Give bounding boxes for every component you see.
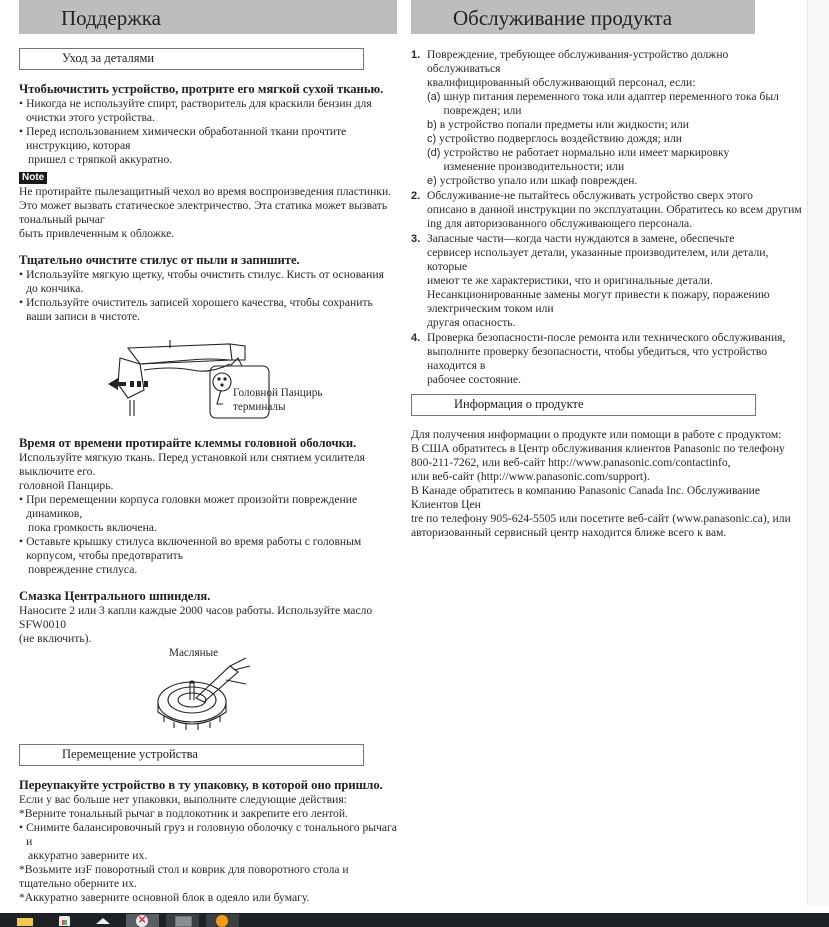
care-title: Чтобьючистить устройство, протрите его мягкой сухой тканью. bbox=[19, 82, 384, 96]
stylus-bullet bbox=[19, 268, 397, 296]
service-item-line: сервисер использует детали, указанные производителем, или детали, которые bbox=[427, 246, 769, 273]
note-line: Не протирайте пылезащитный чехол во время воспроизведения пластинки. bbox=[19, 185, 392, 198]
subitem-label: (d) bbox=[427, 147, 441, 159]
moving-line: Если у вас больше нет упаковки, выполните следующие действия: bbox=[19, 793, 347, 806]
service-item-line: выполните проверку безопасности, чтобы убедиться, что устройство находится в bbox=[427, 345, 768, 372]
subitem-label: b) bbox=[427, 119, 437, 131]
service-item-line: Обслуживание-не пытайтесь обслуживать устройство сверх этого bbox=[427, 189, 753, 202]
service-item-line: имеют те же характеристики, что и оригинальные детали. bbox=[427, 274, 713, 287]
service-item bbox=[411, 189, 804, 231]
left-header bbox=[19, 0, 397, 34]
terminals-bullet-cont: пока громкость включена. bbox=[28, 521, 157, 534]
subitem-text: устройство упало или шкаф поврежден. bbox=[439, 174, 638, 187]
stylus-bullet-text: • Используйте мягкую щетку, чтобы очистить стилус. Кисть от основания до кончика. bbox=[26, 268, 384, 295]
terminals-line: Используйте мягкую ткань. Перед установкой или снятием усилителя выключите его. bbox=[19, 451, 365, 478]
info-section-box bbox=[411, 394, 756, 416]
taskbar-file-explorer[interactable] bbox=[8, 914, 41, 927]
taskbar-store[interactable] bbox=[48, 914, 81, 927]
moving-bullet-text: • Снимите балансировочный груз и головную оболочку с тонального рычага и bbox=[26, 821, 397, 848]
right-header bbox=[411, 0, 755, 34]
service-item-number: 1. bbox=[411, 49, 421, 61]
mail-icon bbox=[96, 918, 110, 924]
taskbar-odnoklassniki[interactable] bbox=[206, 914, 239, 927]
service-item-line: Несанкционированные замены могут привести к пожару, поражению электрическим током или bbox=[427, 288, 770, 315]
moving-line: *Верните тональный рычаг в подлокотник и закрепите его лентой. bbox=[19, 807, 348, 820]
taskbar bbox=[0, 913, 829, 927]
service-item-number: 2. bbox=[411, 190, 421, 202]
service-item bbox=[411, 232, 804, 330]
calculator-icon bbox=[175, 916, 192, 927]
info-line: 800-211-7262, или веб-сайт http://www.panasonic.com/contactinfo, bbox=[411, 456, 731, 469]
stylus-title: Тщательно очистите стилус от пыли и запишите. bbox=[19, 253, 300, 267]
terminals-line: головной Панцирь. bbox=[19, 479, 114, 492]
moving-line: *Возьмите изF поворотный стол и коврик для поворотного стола и тщательно оберните их. bbox=[19, 863, 349, 890]
subitem bbox=[427, 146, 804, 174]
taskbar-calculator[interactable] bbox=[166, 914, 199, 927]
spindle-figure bbox=[19, 646, 397, 738]
service-item-line: описано в данной инструкции по эксплуатации. Обратитесь ко всем другим bbox=[427, 203, 802, 216]
figure1-caption: терминалы bbox=[233, 401, 286, 413]
odnoklassniki-icon bbox=[216, 915, 228, 927]
care-bullet bbox=[19, 97, 397, 125]
moving-bullet bbox=[19, 821, 397, 849]
subitem-text: шнур питания переменного тока или адаптер переменного тока был bbox=[443, 90, 779, 103]
service-item-number: 4. bbox=[411, 332, 421, 344]
taskbar-mail[interactable] bbox=[86, 914, 119, 927]
moving-bullet-cont: аккуратно заверните их. bbox=[28, 849, 148, 862]
subitem bbox=[427, 90, 804, 118]
subitem bbox=[427, 118, 804, 132]
subitem-text: устройство подверглось воздействию дождя; или bbox=[439, 132, 682, 145]
stylus-bullet-text: • Используйте очиститель записей хорошего качества, чтобы сохранить ваши записи в чистоте. bbox=[26, 296, 373, 323]
spindle-line: Наносите 2 или 3 капли каждые 2000 часов работы. Используйте масло SFW0010 bbox=[19, 604, 373, 631]
care-bullet-text: • Перед использованием химически обработанной ткани прочтите инструкцию, которая bbox=[26, 125, 347, 152]
info-line: Для получения информации о продукте или помощи в работе с продуктом: bbox=[411, 428, 782, 441]
subitem bbox=[427, 132, 804, 146]
info-line: или веб-сайт (http://www.panasonic.com/support). bbox=[411, 470, 650, 483]
moving-title: Переупакуйте устройство в ту упаковку, в которой оно пришло. bbox=[19, 778, 383, 792]
left-header-title: Поддержка bbox=[61, 6, 161, 30]
spindle-title: Смазка Центрального шпинделя. bbox=[19, 589, 211, 603]
subitem-text: в устройство попали предметы или жидкости; или bbox=[439, 118, 689, 131]
subitem-cont: поврежден; или bbox=[443, 104, 522, 117]
subitem-label: (a) bbox=[427, 91, 441, 103]
spindle-oil-illustration bbox=[150, 656, 260, 738]
subitem-text: устройство не работает нормально или имеет маркировку bbox=[443, 146, 730, 159]
terminals-title: Время от времени протирайте клеммы головной оболочки. bbox=[19, 436, 357, 450]
headshell-figure bbox=[19, 330, 397, 430]
service-item-line: рабочее состояние. bbox=[427, 373, 522, 386]
moving-section-box bbox=[19, 744, 364, 766]
info-line: tre по телефону 905-624-5505 или посетите веб-сайт (www.panasonic.ca), или bbox=[411, 512, 791, 525]
stylus-bullet bbox=[19, 296, 397, 324]
terminals-bullet-text: • Оставьте крышку стилуса включенной во время работы с головным корпусом, чтобы предотвратить bbox=[26, 535, 362, 562]
right-margin-panel bbox=[807, 0, 829, 905]
info-section-title: Информация о продукте bbox=[454, 397, 584, 411]
right-column bbox=[405, 0, 804, 540]
note-line: быть привлеченным к обложке. bbox=[19, 227, 175, 240]
service-item-line: ing для авторизованного обслуживающего персонала. bbox=[427, 217, 693, 230]
info-line: авторизованный сервисный центр находится ближе всего к вам. bbox=[411, 526, 727, 539]
service-item bbox=[411, 331, 804, 387]
note-label: Note bbox=[19, 172, 47, 184]
info-line: В США обратитесь в Центр обслуживания клиентов Panasonic по телефону bbox=[411, 442, 785, 455]
care-bullet-cont: пришел с тряпкой аккуратно. bbox=[28, 153, 173, 166]
terminals-bullet bbox=[19, 493, 397, 521]
subitem-label: c) bbox=[427, 133, 437, 145]
care-bullet bbox=[19, 125, 397, 153]
subitem-label: e) bbox=[427, 175, 437, 187]
arrow-left-icon bbox=[108, 378, 126, 390]
subitem-cont: изменение производительности; или bbox=[443, 160, 625, 173]
store-logo-icon bbox=[62, 920, 67, 925]
figure1-caption: Головной Панцирь bbox=[233, 387, 323, 399]
browser-mark-icon: ✕ bbox=[138, 915, 147, 926]
folder-icon bbox=[17, 918, 33, 926]
right-header-title: Обслуживание продукта bbox=[453, 6, 673, 30]
service-item bbox=[411, 48, 804, 188]
care-bullet-text: • Никогда не используйте спирт, растворитель для краскили бензин для очистки этого устройства. bbox=[26, 97, 372, 124]
left-column bbox=[0, 0, 405, 905]
service-item-line: другая опасность. bbox=[427, 316, 516, 329]
terminals-bullet-text: • При перемещении корпуса головки может произойти повреждение динамиков, bbox=[26, 493, 358, 520]
terminals-bullet-cont: повреждение стилуса. bbox=[28, 563, 138, 576]
service-item-line: квалифицированный обслуживающий персонал, если: bbox=[427, 76, 696, 89]
spindle-line: (не включить). bbox=[19, 632, 92, 645]
figure2-caption: Масляные bbox=[169, 647, 219, 659]
info-line: В Канаде обратитесь в компанию Panasonic Canada Inc. Обслуживание Клиентов Цен bbox=[411, 484, 760, 511]
note-line: Это может вызвать статическое электричество. Эта статика может вызвать тональный рычаг bbox=[19, 199, 388, 226]
subitem bbox=[427, 174, 804, 188]
moving-section-title: Перемещение устройства bbox=[62, 747, 198, 761]
care-section-box bbox=[19, 48, 364, 70]
care-section-title: Уход за деталями bbox=[62, 51, 155, 65]
service-item-line: Проверка безопасности-после ремонта или технического обслуживания, bbox=[427, 331, 786, 344]
service-item-number: 3. bbox=[411, 233, 421, 245]
taskbar-yandex-browser[interactable] bbox=[126, 914, 159, 927]
service-item-line: Повреждение, требующее обслуживания-устройство должно обслуживаться bbox=[427, 48, 729, 75]
terminals-bullet bbox=[19, 535, 397, 563]
moving-line: *Аккуратно заверните основной блок в одеяло или бумагу. bbox=[19, 891, 310, 904]
service-item-line: Запасные части—когда части нуждаются в замене, обеспечьте bbox=[427, 232, 735, 245]
